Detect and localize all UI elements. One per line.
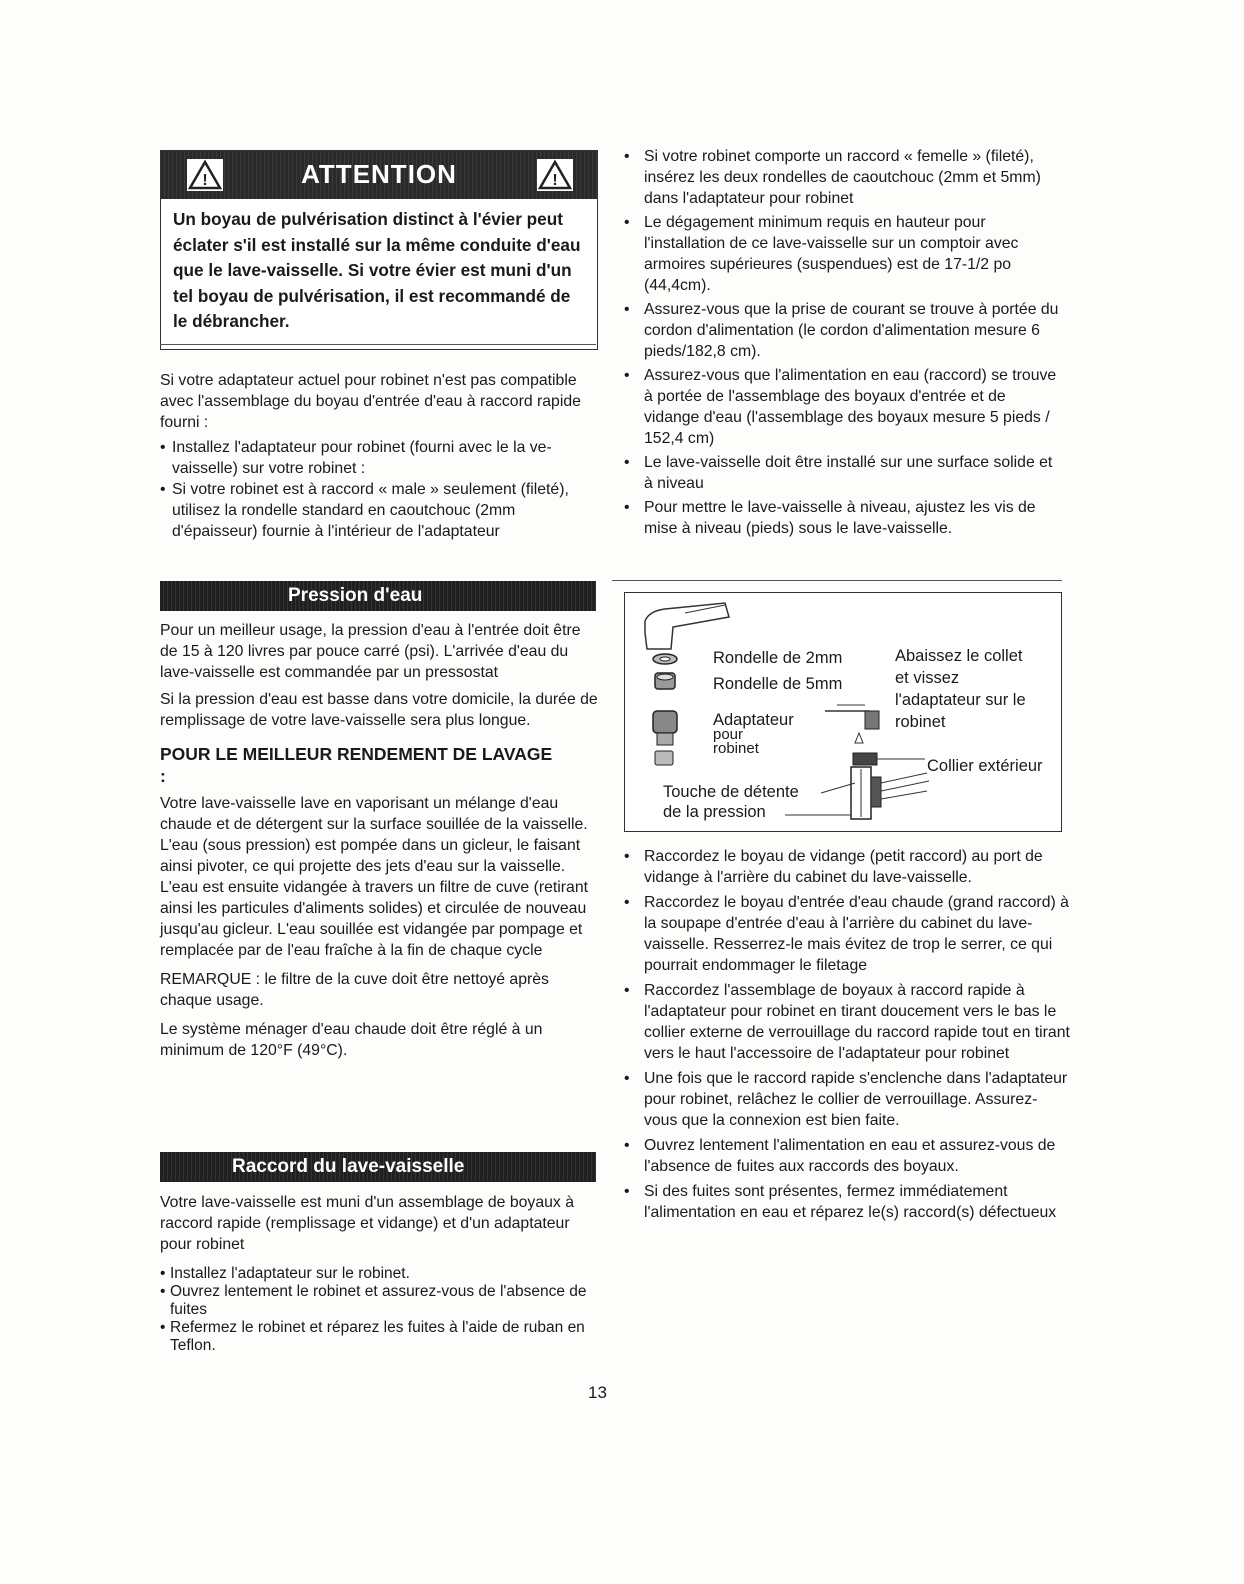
list-item: • Raccordez l'assemblage de boyaux à raccord rapide à l'adaptateur pour robinet en tirant doucement vers le bas le collier externe de verrouillage du raccord rapide tout en tirant vers le haut l'accessoire de l'adaptateur pour robinet	[624, 980, 1070, 1064]
diagram-label: Abaissez le collet	[895, 647, 1023, 665]
raccord-paragraph: Votre lave-vaisselle est muni d'un assemblage de boyaux à raccord rapide (remplissage et vidange) et d'un adaptateur pour robinet	[160, 1194, 574, 1253]
faucet-adapter-diagram	[624, 592, 1062, 832]
pression-paragraph: Si la pression d'eau est basse dans votre domicile, la durée de remplissage de votre lave-vaisselle sera plus longue.	[160, 691, 598, 729]
list-item: • Raccordez le boyau de vidange (petit raccord) au port de vidange à l'arrière du cabinet du lave-vaisselle.	[624, 846, 1070, 888]
section-header-pression: Pression d'eau	[160, 581, 596, 611]
list-item: • Si des fuites sont présentes, fermez immédiatement l'alimentation en eau et réparez le(s) raccord(s) défectueux	[624, 1181, 1070, 1223]
pression-section	[160, 620, 600, 1061]
list-item: • Si votre robinet est à raccord « male » seulement (fileté), utilisez la rondelle standard en caoutchouc (2mm d'épaisseur) fournie à l'intérieur de l'adaptateur	[160, 479, 600, 542]
svg-text:!: !	[202, 172, 208, 189]
list-item: • Si votre robinet comporte un raccord « femelle » (fileté), insérez les deux rondelles de caoutchouc (2mm et 5mm) dans l'adaptateur pour robinet	[624, 146, 1064, 209]
list-item: • Installez l'adaptateur sur le robinet.	[160, 1265, 600, 1283]
list-item: • Raccordez le boyau d'entrée d'eau chaude (grand raccord) à la soupape d'entrée d'eau à l'arrière du cabinet du lave-vaisselle. Resserrez-le mais évitez de trop le serrer, ce qui pourrait endommager le filetage	[624, 892, 1070, 976]
warning-triangle-icon	[537, 159, 573, 191]
list-item: • Le lave-vaisselle doit être installé sur une surface solide et à niveau	[624, 452, 1064, 494]
warning-text: Un boyau de pulvérisation distinct à l'évier peut éclater s'il est installé sur la même conduite d'eau que le lave-vaisselle. Si votre évier est muni d'un tel boyau de pulvérisation, il est recommandé de le débrancher.	[173, 209, 581, 331]
rendement-paragraph: Votre lave-vaisselle lave en vaporisant un mélange d'eau chaude et de détergent sur la surface souillée de la vaisselle. L'eau (sous pression) est pompée dans un gicleur, le faisant ainsi pivoter, ce qui projette des jets d'eau sur la vaisselle. L'eau est ensuite vidangée à travers un filtre de cuve (retirant ainsi les particules d'aliments solides) et circulée de nouveau jusqu'au gicleur. L'eau souillée est vidangée par pompage et remplacée par de l'eau fraîche à la fin de chaque cycle	[160, 795, 589, 959]
list-item: • Refermez le robinet et réparez les fuites à l'aide de ruban en Teflon.	[160, 1319, 600, 1355]
diagram-label: l'adaptateur sur le	[895, 691, 1026, 709]
divider	[612, 580, 1062, 581]
diagram-label: de la pression	[663, 803, 766, 821]
list-item: • Installez l'adaptateur pour robinet (fourni avec le la ve-vaisselle) sur votre robinet :	[160, 437, 600, 479]
diagram-label: et vissez	[895, 669, 960, 687]
list-item: • Pour mettre le lave-vaisselle à niveau, ajustez les vis de mise à niveau (pieds) sous le lave-vaisselle.	[624, 497, 1064, 539]
diagram-label: robinet	[895, 713, 946, 731]
systeme-paragraph: Le système ménager d'eau chaude doit être réglé à un minimum de 120°F (49°C).	[160, 1021, 543, 1059]
warning-box	[160, 150, 598, 350]
pression-paragraph: Pour un meilleur usage, la pression d'eau à l'entrée doit être de 15 à 120 livres par pouce carré (psi). L'arrivée d'eau du lave-vaisselle est commandée par un pressostat	[160, 622, 581, 681]
warning-header	[161, 151, 597, 199]
remarque-paragraph: REMARQUE : le filtre de la cuve doit être nettoyé après chaque usage.	[160, 971, 549, 1009]
left-intro	[160, 370, 600, 542]
list-item: • Une fois que le raccord rapide s'enclenche dans l'adaptateur pour robinet, relâchez le collier de verrouillage. Assurez-vous que la connexion est bien faite.	[624, 1068, 1070, 1131]
section-header-raccord: Raccord du lave-vaisselle	[160, 1152, 596, 1182]
list-item: • Ouvrez lentement le robinet et assurez-vous de l'absence de fuites	[160, 1283, 600, 1319]
divider	[160, 344, 596, 345]
list-item: • Le dégagement minimum requis en hauteur pour l'installation de ce lave-vaisselle sur un comptoir avec armoires supérieures (suspendues) est de 17-1/2 po (44,4cm).	[624, 212, 1064, 296]
right-top-list	[624, 146, 1064, 539]
page-number: 13	[588, 1383, 607, 1402]
list-item: • Assurez-vous que la prise de courant se trouve à portée du cordon d'alimentation (le cordon d'alimentation mesure 6 pieds/182,8 cm).	[624, 299, 1064, 362]
diagram-label: Rondelle de 2mm	[713, 649, 843, 667]
diagram-label: Collier extérieur	[927, 757, 1043, 775]
diagram-label: pour	[713, 726, 744, 743]
rendement-heading: POUR LE MEILLEUR RENDEMENT DE LAVAGE :	[160, 744, 553, 786]
diagram-label: Rondelle de 5mm	[713, 675, 843, 693]
svg-text:!: !	[552, 172, 558, 189]
list-item: • Assurez-vous que l'alimentation en eau (raccord) se trouve à portée de l'assemblage des boyaux d'entrée et de vidange d'eau (l'assemblage des boyaux mesure 5 pieds / 152,4 cm)	[624, 365, 1064, 449]
diagram-label: Touche de détente	[663, 783, 799, 801]
diagram-label: Adaptateur	[713, 711, 794, 729]
warning-title: ATTENTION	[301, 159, 457, 189]
list-item: • Ouvrez lentement l'alimentation en eau et assurez-vous de l'absence de fuites aux raccords des boyaux.	[624, 1135, 1070, 1177]
raccord-section	[160, 1192, 600, 1355]
diagram-label: robinet	[713, 740, 759, 757]
right-bottom-list	[624, 846, 1070, 1223]
intro-paragraph: Si votre adaptateur actuel pour robinet n'est pas compatible avec l'assemblage du boyau d'entrée d'eau à raccord rapide fourni :	[160, 372, 581, 431]
